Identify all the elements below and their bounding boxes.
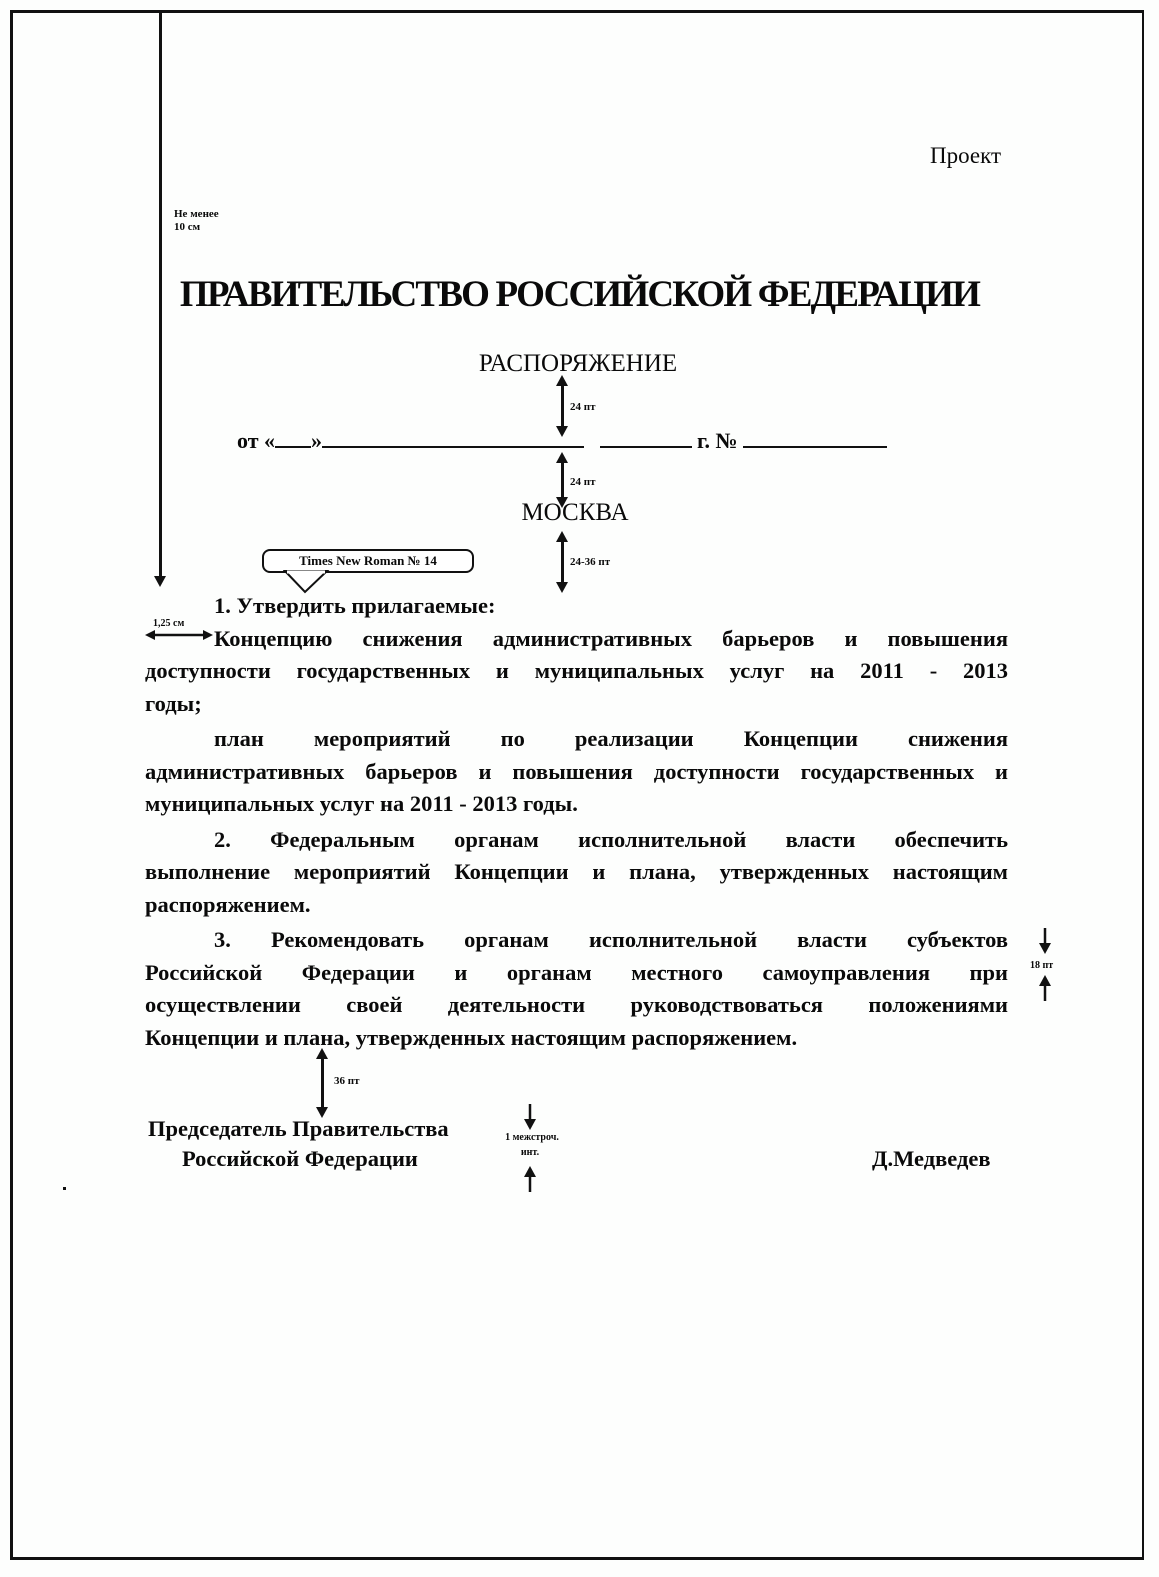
number-field[interactable]	[743, 426, 887, 448]
signature-interval-label	[487, 1130, 577, 1160]
top-margin-note-line-2: 10 см	[174, 221, 201, 233]
document-title: ПРАВИТЕЛЬСТВО РОССИЙСКОЙ ФЕДЕРАЦИИ	[179, 274, 980, 315]
paragraph-3-line-2: Российской Федерации и органам местного самоуправления при	[145, 959, 1008, 985]
top-margin-note-line-1: Не менее	[174, 208, 219, 220]
signature-position-line-2: Российской Федерации	[182, 1146, 418, 1171]
signature-name: Д.Медведев	[872, 1146, 991, 1171]
day-field[interactable]	[275, 426, 311, 448]
paragraph-1a-line-1: Концепцию снижения административных барьеров и повышения	[214, 625, 1008, 651]
spacing-arrow-signature	[321, 1058, 324, 1108]
city: МОСКВА	[521, 499, 629, 526]
paragraph-1b	[145, 723, 1008, 821]
paragraph-2-line-2: выполнение мероприятий Концепции и плана, утвержденных настоящим	[145, 859, 1008, 884]
year-field[interactable]	[600, 426, 692, 448]
date-prefix: от «	[237, 428, 276, 453]
paragraph-1b-line-1: план мероприятий по реализации Концепции снижения	[214, 726, 1008, 751]
spacing-label-city: 24-36 пт	[570, 556, 611, 568]
paragraph-1: 1. Утвердить прилагаемые:	[214, 593, 496, 618]
paragraph-1a	[145, 623, 1008, 721]
signature-interval-arrow-down	[523, 1104, 537, 1130]
paragraph-1b-line-2: административных барьеров и повышения доступности государственных и	[145, 758, 1008, 784]
paragraph-3-line-1: 3. Рекомендовать органам исполнительной власти субъектов	[214, 927, 1008, 952]
paragraph-3	[145, 924, 1008, 1054]
line-spacing-arrow-down	[1038, 928, 1052, 954]
paragraph-2	[145, 824, 1008, 922]
paragraph-3-line-3: осуществлении своей деятельности руководствоваться положениями	[145, 992, 1008, 1017]
spacing-arrow-doc-type	[561, 385, 564, 427]
paragraph-1b-line-3: муниципальных услуг на 2011 - 2013 годы.	[145, 791, 578, 816]
paragraph-3-line-4: Концепции и плана, утвержденных настоящим распоряжением.	[145, 1024, 798, 1050]
line-spacing-arrow-up	[1038, 975, 1052, 1001]
date-suffix: »	[311, 428, 323, 453]
signature-interval-arrow-up	[523, 1166, 537, 1192]
date-line	[237, 426, 887, 454]
indent-arrow	[145, 628, 213, 642]
stray-dot	[63, 1187, 66, 1190]
top-margin-note	[174, 208, 219, 234]
paragraph-1a-line-3: годы;	[145, 690, 202, 716]
spacing-arrow-city	[561, 541, 564, 583]
draft-label: Проект	[930, 143, 1002, 168]
spacing-label-date: 24 пт	[570, 476, 596, 488]
paragraph-2-line-1: 2. Федеральным органам исполнительной власти обеспечить	[214, 826, 1008, 852]
line-spacing-label: 18 пт	[1030, 960, 1054, 971]
indent-label: 1,25 см	[153, 618, 185, 629]
document-type: РАСПОРЯЖЕНИЕ	[478, 350, 678, 377]
paragraph-2-line-3: распоряжением.	[145, 891, 311, 917]
font-callout-text: Times New Roman № 14	[299, 553, 437, 568]
document-body	[145, 590, 1008, 1054]
spacing-arrow-date	[561, 462, 564, 498]
spacing-label-doc-type: 24 пт	[570, 401, 596, 413]
spacing-label-signature: 36 пт	[334, 1075, 360, 1087]
year-number-label: г. №	[697, 428, 738, 453]
paragraph-1a-line-2: доступности государственных и муниципальных услуг на 2011 - 2013	[145, 658, 1008, 683]
signature-interval-line-2: инт.	[520, 1147, 540, 1158]
month-field[interactable]	[322, 426, 584, 448]
signature-interval-line-1: 1 межстроч.	[505, 1132, 559, 1143]
signature-position-line-1: Председатель Правительства	[148, 1116, 449, 1141]
signature-position	[148, 1114, 449, 1174]
